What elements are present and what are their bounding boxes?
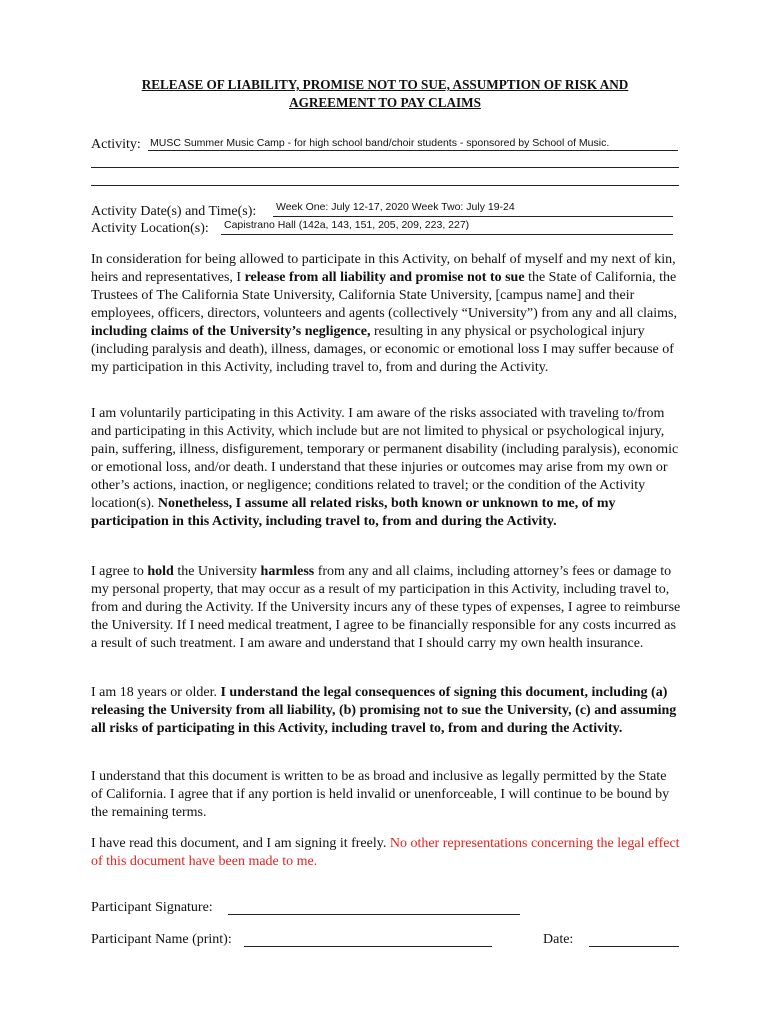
name-label: Participant Name (print): (91, 932, 232, 947)
date-label: Date: (543, 932, 574, 947)
activity-label: Activity: (91, 137, 141, 152)
paragraph-severability: I understand that this document is written to be as broad and inclusive as legally permitted by the State of California. I agree that if any portion is held invalid or unenforceable, I will continue to be bound by the remaining terms. (91, 769, 670, 820)
paragraph-hold-harmless: I agree to hold the University harmless from any and all claims, including attorney’s fees or damage to my personal property, that may occur as a result of my participation in this Activity, including travel to, from and during the Activity. If the University incurs any of these types of expenses, I agree to reimburse the University. If I need medical treatment, I agree to be financially responsible for any costs incurred as a result of such treatment. I am aware and understand that I should carry my own health insurance. (91, 564, 681, 651)
paragraph-age-consequences: I am 18 years or older. I understand the legal consequences of signing this document, including (a) releasing the University from all liability, (b) promising not to sue the University, (c) and assuming all risks of participating in this Activity, including travel to, from and during the Activity. (91, 685, 677, 736)
activity-blank-line-2[interactable] (91, 185, 679, 186)
location-value[interactable]: Capistrano Hall (142a, 143, 151, 205, 209, 223, 227) (224, 219, 470, 231)
title-line-2: AGREEMENT TO PAY CLAIMS (289, 95, 481, 110)
dates-underline (273, 216, 673, 217)
activity-blank-line-1[interactable] (91, 167, 679, 168)
date-line[interactable] (589, 946, 679, 947)
activity-value[interactable]: MUSC Summer Music Camp - for high school band/choir students - sponsored by School of Music. (150, 137, 610, 149)
dates-label: Activity Date(s) and Time(s): (91, 204, 257, 219)
signature-line[interactable] (228, 914, 520, 915)
paragraph-release: In consideration for being allowed to participate in this Activity, on behalf of myself and my next of kin, heirs and representatives, I release from all liability and promise not to sue the State of California, the Trustees of The California State University, California State University, [campus name] and their employees, officers, directors, volunteers and agents (collectively “University”) from any and all claims, including claims of the University’s negligence, resulting in any physical or psychological injury (including paralysis and death), illness, damages, or economic or emotional loss I may suffer because of my participation in this Activity, including travel to, from and during the Activity. (91, 252, 677, 375)
paragraph-assumption-of-risk: I am voluntarily participating in this Activity. I am aware of the risks associated with traveling to/from and participating in this Activity, which include but are not limited to physical or psychological injury, pain, suffering, illness, disfigurement, temporary or permanent disability (including paralysis), economic or emotional loss, and/or death. I understand that these injuries or outcomes may arise from my own or other’s actions, inaction, or negligence; conditions related to travel; or the condition of the Activity location(s). Nonetheless, I assume all related risks, both known or unknown to me, of my participation in this Activity, including travel to, from and during the Activity. (91, 406, 679, 529)
document-title (80, 76, 690, 112)
activity-underline (148, 150, 678, 151)
signature-label: Participant Signature: (91, 900, 213, 915)
title-line-1: RELEASE OF LIABILITY, PROMISE NOT TO SUE, ASSUMPTION OF RISK AND (141, 77, 629, 92)
dates-value[interactable]: Week One: July 12-17, 2020 Week Two: July 19-24 (276, 201, 515, 213)
location-underline (221, 234, 673, 235)
name-line[interactable] (244, 946, 492, 947)
paragraph-signing-freely: I have read this document, and I am signing it freely. No other representations concerning the legal effect of this document have been made to me. (91, 836, 680, 869)
location-label: Activity Location(s): (91, 221, 209, 236)
